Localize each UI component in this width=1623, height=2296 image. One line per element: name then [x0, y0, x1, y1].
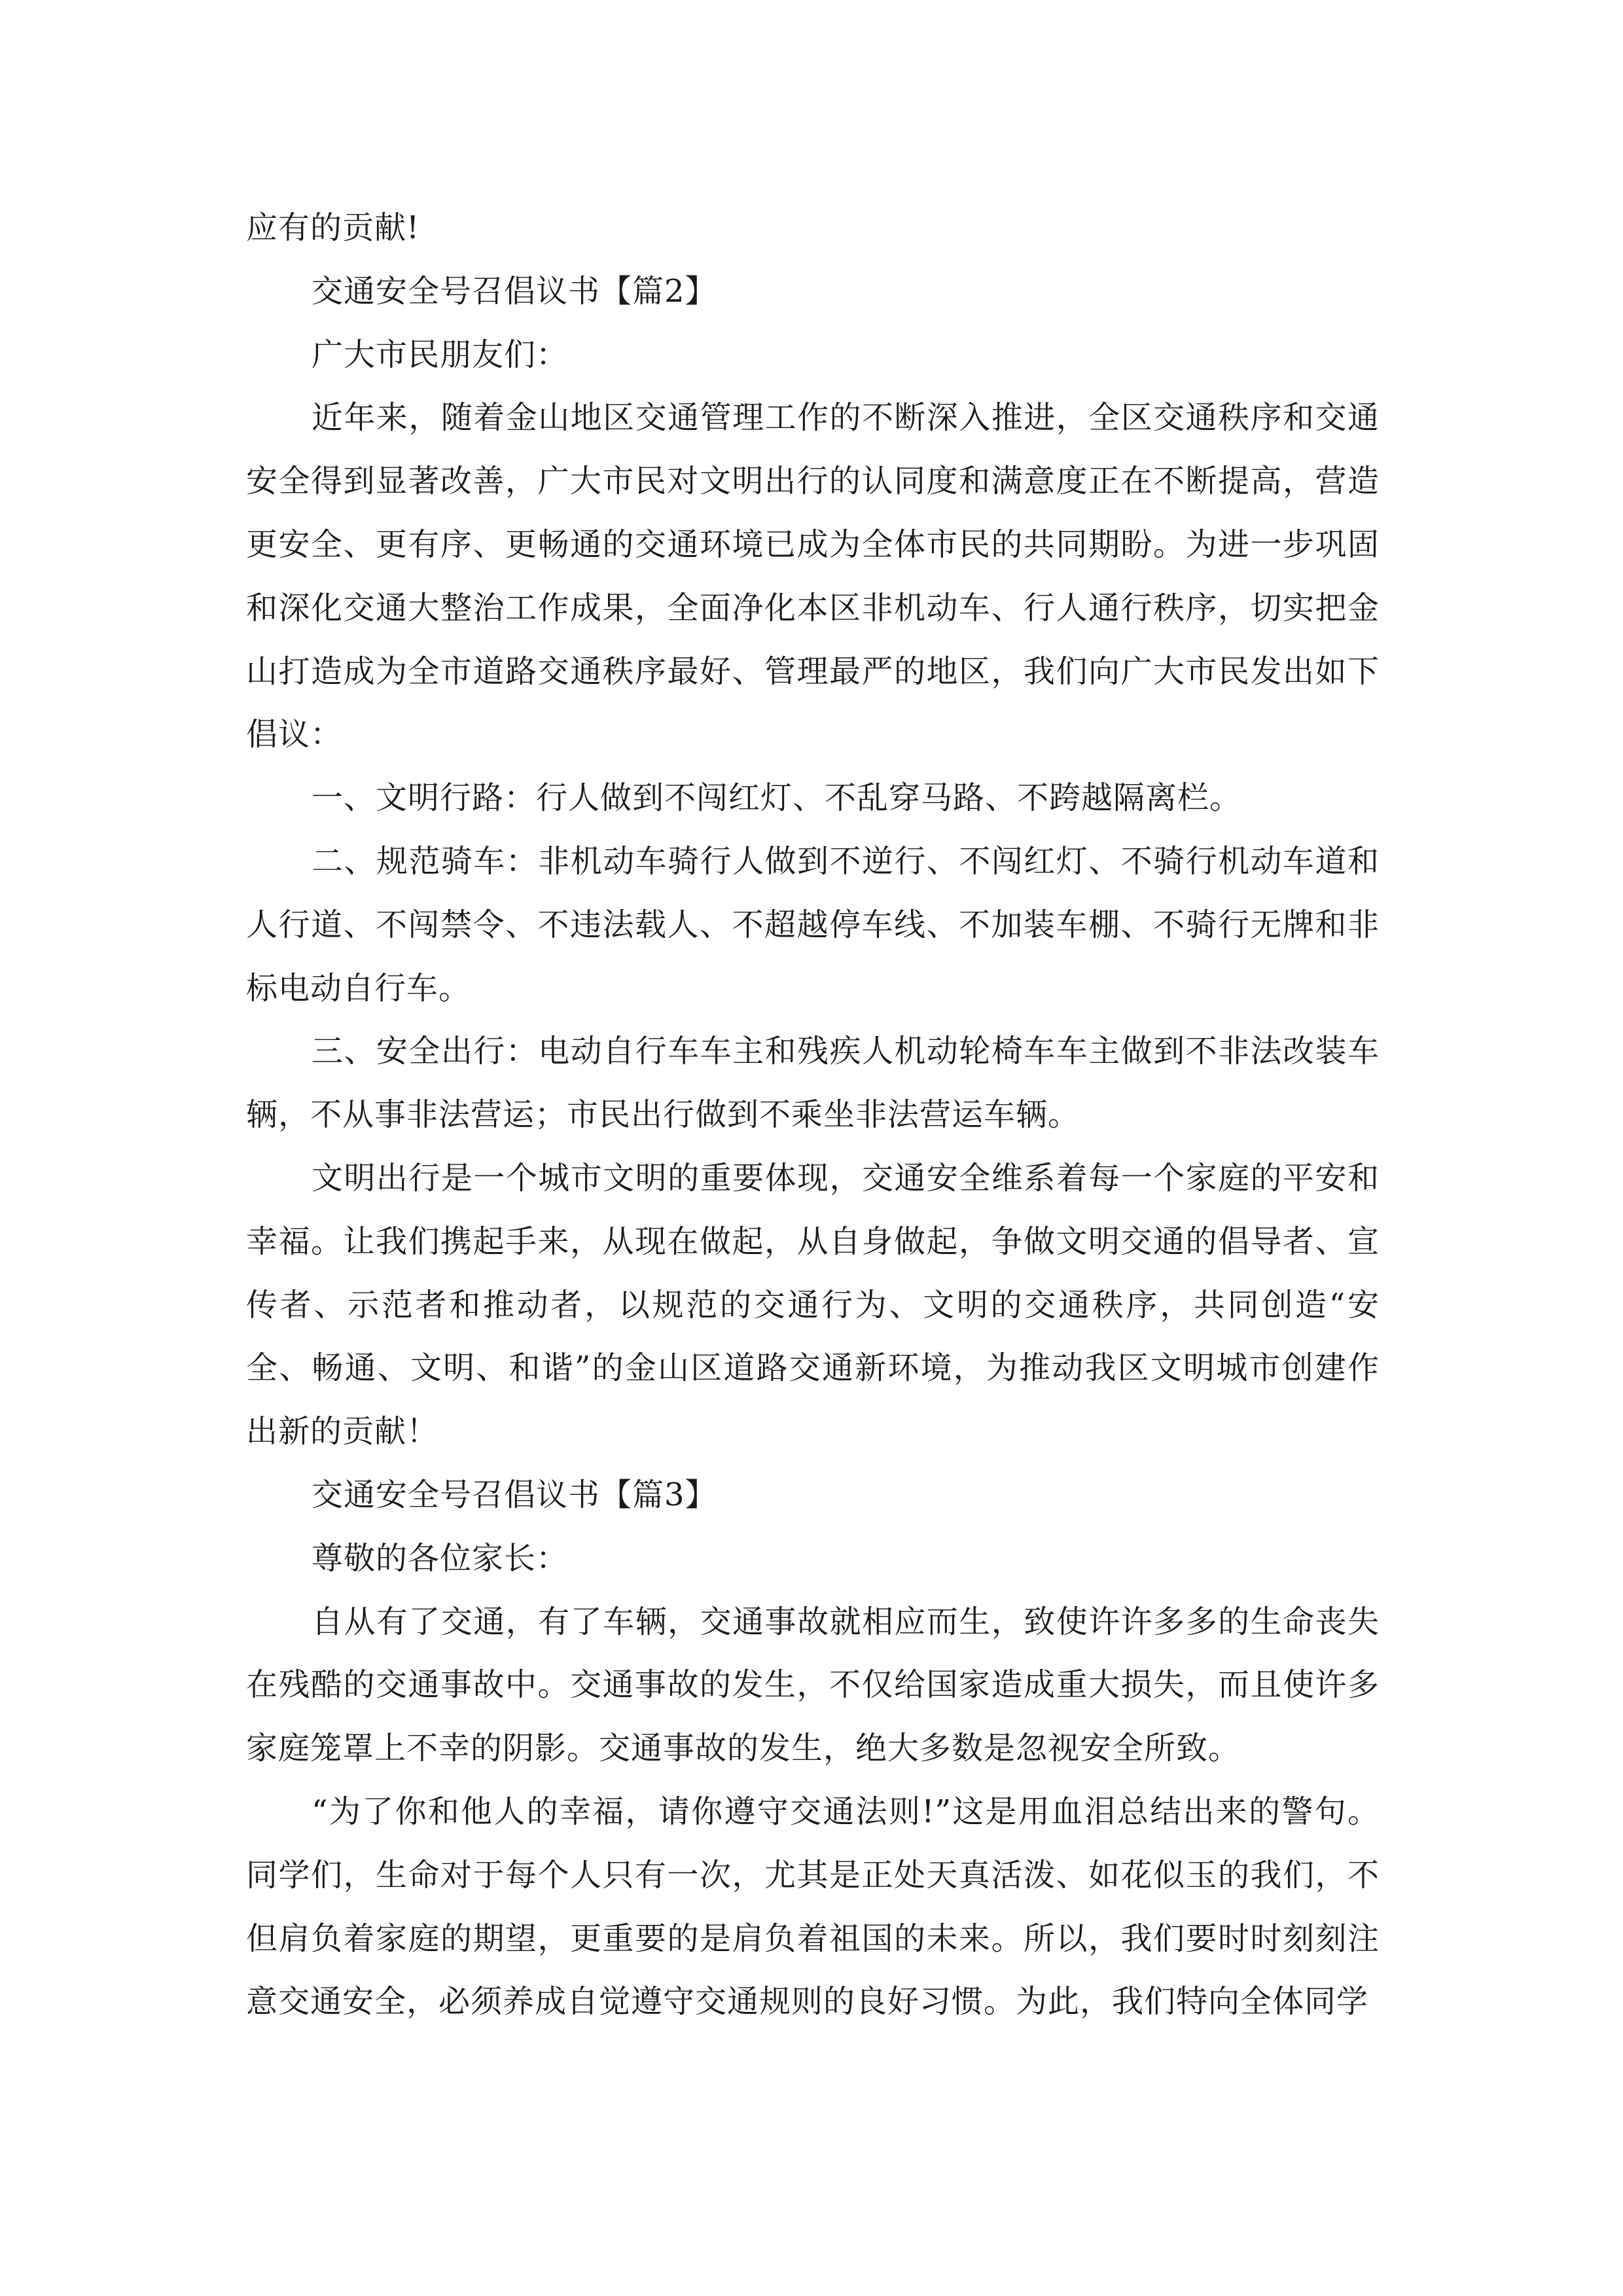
- salutation-parents: 尊敬的各位家长：: [312, 1539, 569, 1577]
- paragraph-item-1: 一、文明行路：行人做到不闯红灯、不乱穿马路、不跨越隔离栏。: [312, 780, 1242, 817]
- paragraph-continuation: 应有的贡献!: [246, 209, 420, 246]
- paragraph-accidents: 自从有了交通，有了车辆，交通事故就相应而生，致使许许多多的生命丧失在残酷的交通事故中。交通事故的发生，不仅给国家造成重大损失，而且使许多家庭笼罩上不幸的阴影。交通事故的发生，绝大多数是忽视安全所致。: [246, 1603, 1380, 1767]
- paragraph-intro: 近年来，随着金山地区交通管理工作的不断深入推进，全区交通秩序和交通安全得到显著改善，广大市民对文明出行的认同度和满意度正在不断提高，营造更安全、更有序、更畅通的交通环境已成为全体市民的共同期盼。为进一步巩固和深化交通大整治工作成果，全面净化本区非机动车、行人通行秩序，切实把金山打造成为全市道路交通秩序最好、管理最严的地区，我们向广大市民发出如下倡议：: [246, 399, 1380, 753]
- section-title-2: 交通安全号召倡议书【篇2】: [312, 272, 717, 310]
- paragraph-closing: 文明出行是一个城市文明的重要体现，交通安全维系着每一个家庭的平安和幸福。让我们携起手来，从现在做起，从自身做起，争做文明交通的倡导者、宣传者、示范者和推动者，以规范的交通行为、文明的交通秩序，共同创造“安全、畅通、文明、和谐”的金山区道路交通新环境，为推动我区文明城市创建作出新的贡献！: [246, 1159, 1380, 1450]
- paragraph-warning: “为了你和他人的幸福，请你遵守交通法则!”这是用血泪总结出来的警句。同学们，生命对于每个人只有一次，尤其是正处天真活泼、如花似玉的我们，不但肩负着家庭的期望，更重要的是肩负着祖国的未来。所以，我们要时时刻刻注意交通安全，必须养成自觉遵守交通规则的良好习惯。为此，我们特向全体同学: [246, 1793, 1380, 2020]
- paragraph-item-2: 二、规范骑车：非机动车骑行人做到不逆行、不闯红灯、不骑行机动车道和人行道、不闯禁令、不违法载人、不超越停车线、不加装车棚、不骑行无牌和非标电动自行车。: [246, 842, 1380, 1007]
- salutation-citizens: 广大市民朋友们：: [312, 336, 569, 373]
- section-title-3: 交通安全号召倡议书【篇3】: [312, 1476, 717, 1513]
- paragraph-item-3: 三、安全出行：电动自行车车主和残疾人机动轮椅车车主做到不非法改装车辆，不从事非法营运；市民出行做到不乘坐非法营运车辆。: [246, 1033, 1380, 1134]
- document-body: [246, 196, 1380, 2034]
